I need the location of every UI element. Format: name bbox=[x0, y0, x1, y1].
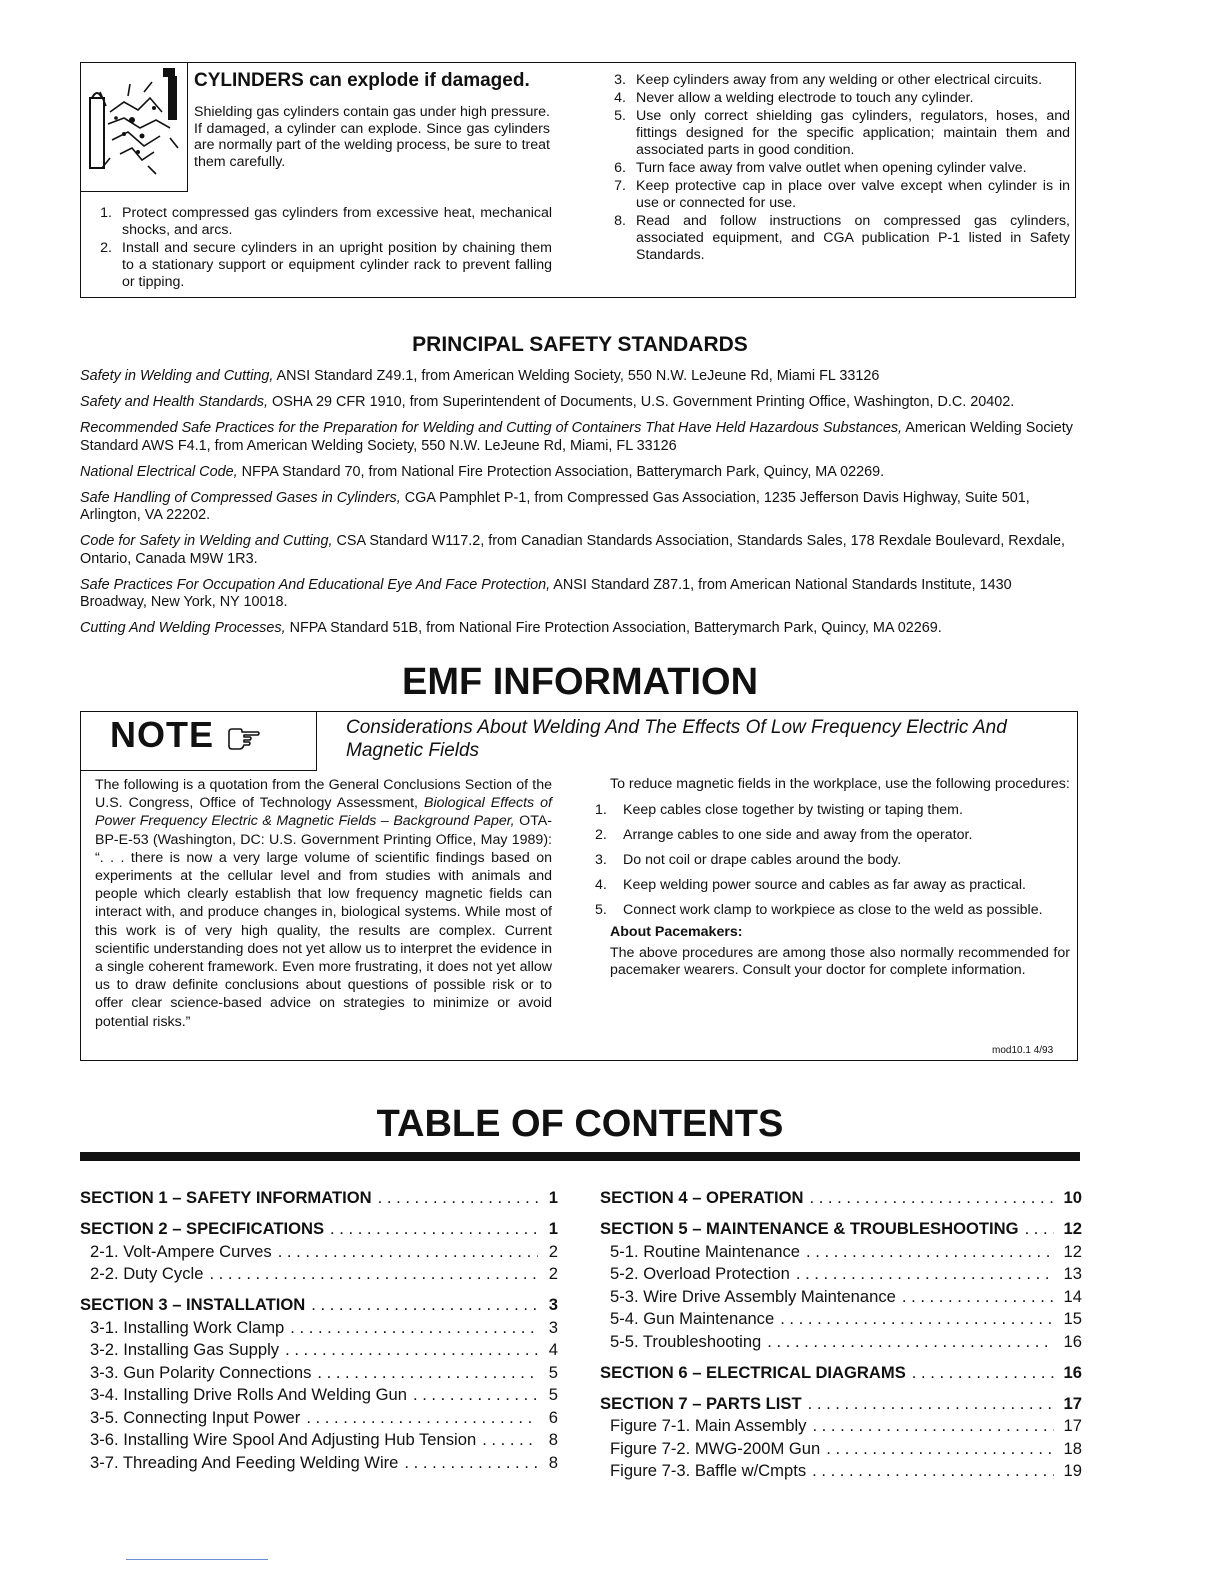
toc-page-number: 5 bbox=[548, 1385, 558, 1404]
toc-page-number: 16 bbox=[1063, 1331, 1082, 1351]
cylinders-icon-frame bbox=[80, 62, 188, 192]
toc-page-number: 19 bbox=[1063, 1461, 1082, 1480]
toc-leader-dots bbox=[809, 1187, 1054, 1210]
toc-subsection-entry bbox=[80, 1241, 558, 1264]
toc-leader-dots bbox=[806, 1241, 1054, 1264]
toc-entry-label: 3-6. Installing Wire Spool And Adjusting Hub Tension bbox=[90, 1430, 477, 1449]
toc-subsection-entry bbox=[600, 1263, 1082, 1286]
toc-leader-dots bbox=[413, 1384, 538, 1407]
toc-leader-dots bbox=[317, 1362, 538, 1385]
toc-leader-dots bbox=[311, 1294, 538, 1317]
toc-entry-label: Figure 7-2. MWG-200M Gun bbox=[610, 1438, 821, 1458]
emf-procedures bbox=[595, 776, 1070, 979]
toc-page-number: 1 bbox=[548, 1188, 558, 1207]
standard-item: National Electrical Code, NFPA Standard 70, from National Fire Protection Association, Batterymarch Park, Quincy, MA 02269. bbox=[80, 463, 885, 480]
toc-entry-label: 5-3. Wire Drive Assembly Maintenance bbox=[610, 1286, 896, 1306]
standard-item: Safety and Health Standards, OSHA 29 CFR 1910, from Superintendent of Documents, U.S. Government Printing Office, Washington, D.C. 20402. bbox=[80, 394, 1015, 410]
toc-page-number: 6 bbox=[548, 1407, 558, 1427]
toc-page-number: 3 bbox=[548, 1317, 558, 1337]
toc-leader-dots bbox=[902, 1286, 1054, 1309]
toc-page-number: 1 bbox=[548, 1219, 558, 1238]
toc-entry-label: SECTION 3 – INSTALLATION bbox=[80, 1295, 306, 1314]
toc-leader-dots bbox=[209, 1263, 538, 1286]
toc-page-number: 17 bbox=[1063, 1416, 1082, 1435]
toc-subsection-entry bbox=[80, 1452, 558, 1475]
toc-leader-dots bbox=[278, 1241, 538, 1264]
list-item: 4. Never allow a welding electrode to touch any cylinder. bbox=[614, 90, 974, 106]
toc-entry-label: SECTION 2 – SPECIFICATIONS bbox=[80, 1219, 325, 1238]
toc-subsection-entry bbox=[600, 1308, 1082, 1331]
toc-subsection-entry bbox=[80, 1407, 558, 1430]
toc-subsection-entry bbox=[600, 1241, 1082, 1264]
cylinders-precautions-list-right bbox=[608, 72, 1070, 265]
toc-page-number: 10 bbox=[1063, 1188, 1082, 1207]
toc-subsection-entry bbox=[80, 1362, 558, 1385]
toc-entry-label: Figure 7-3. Baffle w/Cmpts bbox=[610, 1461, 807, 1480]
toc-entry-label: 5-5. Troubleshooting bbox=[610, 1331, 762, 1351]
toc-entry-label: SECTION 4 – OPERATION bbox=[600, 1188, 804, 1207]
list-item: 3. Do not coil or drape cables around the body. bbox=[595, 852, 902, 868]
list-item: 7. Keep protective cap in place over valve except when cylinder is in use or connected for use. bbox=[614, 178, 1070, 211]
toc-subsection-entry bbox=[80, 1429, 558, 1452]
toc-subsection-entry bbox=[600, 1415, 1082, 1438]
toc-subsection-entry bbox=[80, 1263, 558, 1286]
gas-cylinder-explosion-icon bbox=[80, 62, 184, 188]
divider bbox=[126, 1559, 268, 1560]
toc-entry-label: 2-2. Duty Cycle bbox=[90, 1264, 204, 1283]
toc-page-number: 14 bbox=[1063, 1286, 1082, 1306]
toc-leader-dots bbox=[378, 1187, 538, 1210]
toc-entry-label: 5-4. Gun Maintenance bbox=[610, 1309, 775, 1328]
toc-entry-label: 3-7. Threading And Feeding Welding Wire bbox=[90, 1452, 399, 1472]
list-item: 1. Keep cables close together by twisting or taping them. bbox=[595, 802, 963, 818]
toc-leader-dots bbox=[826, 1438, 1054, 1461]
pacemakers-text: The above procedures are among those also normally recommended for pacemaker wearers. Consult your doctor for complete information. bbox=[610, 945, 1070, 978]
standard-item: Recommended Safe Practices for the Preparation for Welding and Cutting of Containers That Have Held Hazardous Substances, American Welding Society Standard AWS F4.1, from American Welding Society, 550 N.W. LeJeune Rd, Miami, FL 33126 bbox=[80, 420, 1073, 454]
toc-leader-dots bbox=[767, 1331, 1054, 1354]
list-item: 2. Arrange cables to one side and away from the operator. bbox=[595, 827, 973, 843]
toc-leader-dots bbox=[912, 1362, 1054, 1385]
toc-leader-dots bbox=[290, 1317, 538, 1340]
standard-item: Cutting And Welding Processes, NFPA Standard 51B, from National Fire Protection Association, Batterymarch Park, Quincy, MA 02269. bbox=[80, 620, 942, 636]
list-item: 4. Keep welding power source and cables as far away as practical. bbox=[595, 877, 1026, 893]
toc-leader-dots bbox=[796, 1263, 1054, 1286]
toc-section-entry bbox=[600, 1393, 1082, 1416]
toc-subsection-entry bbox=[600, 1460, 1082, 1483]
toc-entry-label: SECTION 5 – MAINTENANCE & TROUBLESHOOTING bbox=[600, 1219, 1019, 1238]
toc-page-number: 17 bbox=[1063, 1393, 1082, 1413]
emf-procedures-list bbox=[595, 802, 1070, 919]
toc-entry-label: 3-3. Gun Polarity Connections bbox=[90, 1362, 312, 1382]
cylinders-precautions-list-left bbox=[94, 205, 552, 292]
toc-subsection-entry bbox=[600, 1286, 1082, 1309]
toc-page-number: 18 bbox=[1063, 1438, 1082, 1458]
toc-entry-label: 3-5. Connecting Input Power bbox=[90, 1407, 301, 1427]
toc-page-number: 2 bbox=[548, 1264, 558, 1283]
toc-entry-label: Figure 7-1. Main Assembly bbox=[610, 1416, 807, 1435]
toc-entry-label: 3-2. Installing Gas Supply bbox=[90, 1340, 280, 1359]
document-code: mod10.1 4/93 bbox=[992, 1045, 1054, 1056]
toc-entry-label: SECTION 1 – SAFETY INFORMATION bbox=[80, 1188, 372, 1207]
toc-subsection-entry bbox=[600, 1438, 1082, 1461]
toc-page-number: 8 bbox=[548, 1430, 558, 1449]
standard-item: Safe Practices For Occupation And Educational Eye And Face Protection, ANSI Standard Z87.1, from American National Standards Institute, 1430 Broadway, New York, NY 10018. bbox=[80, 576, 1012, 610]
standard-item: Code for Safety in Welding and Cutting, CSA Standard W117.2, from Canadian Standards Association, Standards Sales, 178 Rexdale Boulevard, Rexdale, Ontario, Canada M9W 1R3. bbox=[80, 533, 1066, 567]
note-text: Considerations About Welding And The Effects Of Low Frequency Electric And Magnetic Fields bbox=[346, 717, 1007, 761]
toc-leader-dots bbox=[285, 1339, 538, 1362]
toc-leader-dots bbox=[306, 1407, 538, 1430]
toc-leader-dots bbox=[330, 1218, 538, 1241]
standard-item: Safe Handling of Compressed Gases in Cylinders, CGA Pamphlet P-1, from Compressed Gas Association, 1235 Jefferson Davis Highway, Suite 501, Arlington, VA 22202. bbox=[80, 489, 1030, 523]
toc-section-entry bbox=[600, 1218, 1082, 1241]
toc-entry-label: 3-1. Installing Work Clamp bbox=[90, 1317, 285, 1337]
toc-page-number: 8 bbox=[548, 1452, 558, 1472]
toc-subsection-entry bbox=[80, 1384, 558, 1407]
toc-entry-label: 3-4. Installing Drive Rolls And Welding Gun bbox=[90, 1385, 407, 1404]
note-label: NOTE bbox=[110, 714, 215, 755]
toc-leader-dots bbox=[1025, 1218, 1054, 1241]
pointing-hand-icon bbox=[226, 726, 262, 752]
toc-subsection-entry bbox=[600, 1331, 1082, 1354]
toc-section-entry bbox=[80, 1294, 558, 1317]
list-item: 8. Read and follow instructions on compressed gas cylinders, associated equipment, and CGA publication P-1 listed in Safety Standards. bbox=[614, 213, 1070, 263]
toc-page-number: 2 bbox=[548, 1241, 558, 1261]
list-item: 5. Use only correct shielding gas cylinders, regulators, hoses, and fittings designed for the specific application; maintain them and associated parts in good condition. bbox=[614, 108, 1070, 158]
toc-left-column bbox=[80, 1187, 558, 1474]
list-item: 5. Connect work clamp to workpiece as close to the weld as possible. bbox=[595, 902, 1043, 918]
toc-entry-label: 5-2. Overload Protection bbox=[610, 1264, 790, 1283]
list-item: 6. Turn face away from valve outlet when opening cylinder valve. bbox=[614, 160, 1027, 176]
toc-leader-dots bbox=[808, 1393, 1054, 1416]
toc-section-entry bbox=[600, 1187, 1082, 1210]
toc-entry-label: SECTION 7 – PARTS LIST bbox=[600, 1393, 802, 1413]
toc-heading: TABLE OF CONTENTS bbox=[376, 1103, 784, 1145]
toc-page-number: 15 bbox=[1063, 1309, 1082, 1328]
toc-page-number: 5 bbox=[548, 1362, 558, 1382]
toc-leader-dots bbox=[482, 1429, 538, 1452]
toc-page-number: 16 bbox=[1063, 1362, 1082, 1382]
toc-page-number: 4 bbox=[548, 1340, 558, 1359]
toc-right-column bbox=[600, 1187, 1082, 1483]
toc-rule bbox=[80, 1152, 1080, 1161]
pacemakers-title: About Pacemakers: bbox=[610, 924, 743, 940]
toc-entry-label: SECTION 6 – ELECTRICAL DIAGRAMS bbox=[600, 1362, 906, 1382]
list-item: 3. Keep cylinders away from any welding or other electrical circuits. bbox=[614, 72, 1043, 88]
toc-subsection-entry bbox=[80, 1317, 558, 1340]
emf-heading: EMF INFORMATION bbox=[401, 661, 759, 703]
toc-entry-label: 5-1. Routine Maintenance bbox=[610, 1241, 801, 1261]
toc-page-number: 13 bbox=[1063, 1264, 1082, 1283]
toc-entry-label: 2-1. Volt-Ampere Curves bbox=[90, 1241, 272, 1261]
list-item: 2. Install and secure cylinders in an upright position by chaining them to a stationary support or equipment cylinder rack to prevent falling or tipping. bbox=[100, 240, 552, 290]
standard-item: Safety in Welding and Cutting, ANSI Standard Z49.1, from American Welding Society, 550 N.W. LeJeune Rd, Miami FL 33126 bbox=[80, 368, 880, 384]
toc-leader-dots bbox=[780, 1308, 1054, 1331]
cylinders-warning-title: CYLINDERS can explode if damaged. bbox=[194, 70, 530, 91]
emf-quotation: The following is a quotation from the General Conclusions Section of the U.S. Congress, Office of Technology Assessment, Biological Effects of Power Frequency Electric & Magnetic Fields – Background Paper, OTA-BP-E-53 (Washington, DC: U.S. Government Printing Office, May 1989): “. . . there is now a very large volume of scientific findings based on experiments at the cellular level and from studies with animals and people which clearly establish that low frequency magnetic fields can interact with, and produce changes in, biological systems. While most of this work is of very high quality, the results are complex. Current scientific understanding does not yet allow us to interpret the evidence in a single coherent framework. Even more frustrating, it does not yet allow us to draw definite conclusions about questions of possible risk or to offer clear science-based advice on strategies to minimize or avoid potential risks.” bbox=[95, 777, 552, 1030]
toc-section-entry bbox=[80, 1218, 558, 1241]
safety-standards-list bbox=[80, 368, 1082, 646]
toc-section-entry bbox=[80, 1187, 558, 1210]
toc-page-number: 3 bbox=[548, 1295, 558, 1314]
toc-subsection-entry bbox=[80, 1339, 558, 1362]
toc-leader-dots bbox=[812, 1415, 1054, 1438]
toc-section-entry bbox=[600, 1362, 1082, 1385]
list-item: 1. Protect compressed gas cylinders from excessive heat, mechanical shocks, and arcs. bbox=[100, 205, 552, 238]
safety-standards-heading: PRINCIPAL SAFETY STANDARDS bbox=[412, 333, 748, 356]
cylinders-warning-text: Shielding gas cylinders contain gas under high pressure. If damaged, a cylinder can explode. Since gas cylinders are normally part of the welding process, be sure to treat them carefully. bbox=[194, 104, 550, 170]
toc-page-number: 12 bbox=[1063, 1219, 1082, 1238]
toc-page-number: 12 bbox=[1063, 1241, 1082, 1261]
toc-leader-dots bbox=[812, 1460, 1054, 1483]
emf-procedures-intro: To reduce magnetic fields in the workplace, use the following procedures: bbox=[610, 776, 1070, 792]
toc-leader-dots bbox=[404, 1452, 538, 1475]
